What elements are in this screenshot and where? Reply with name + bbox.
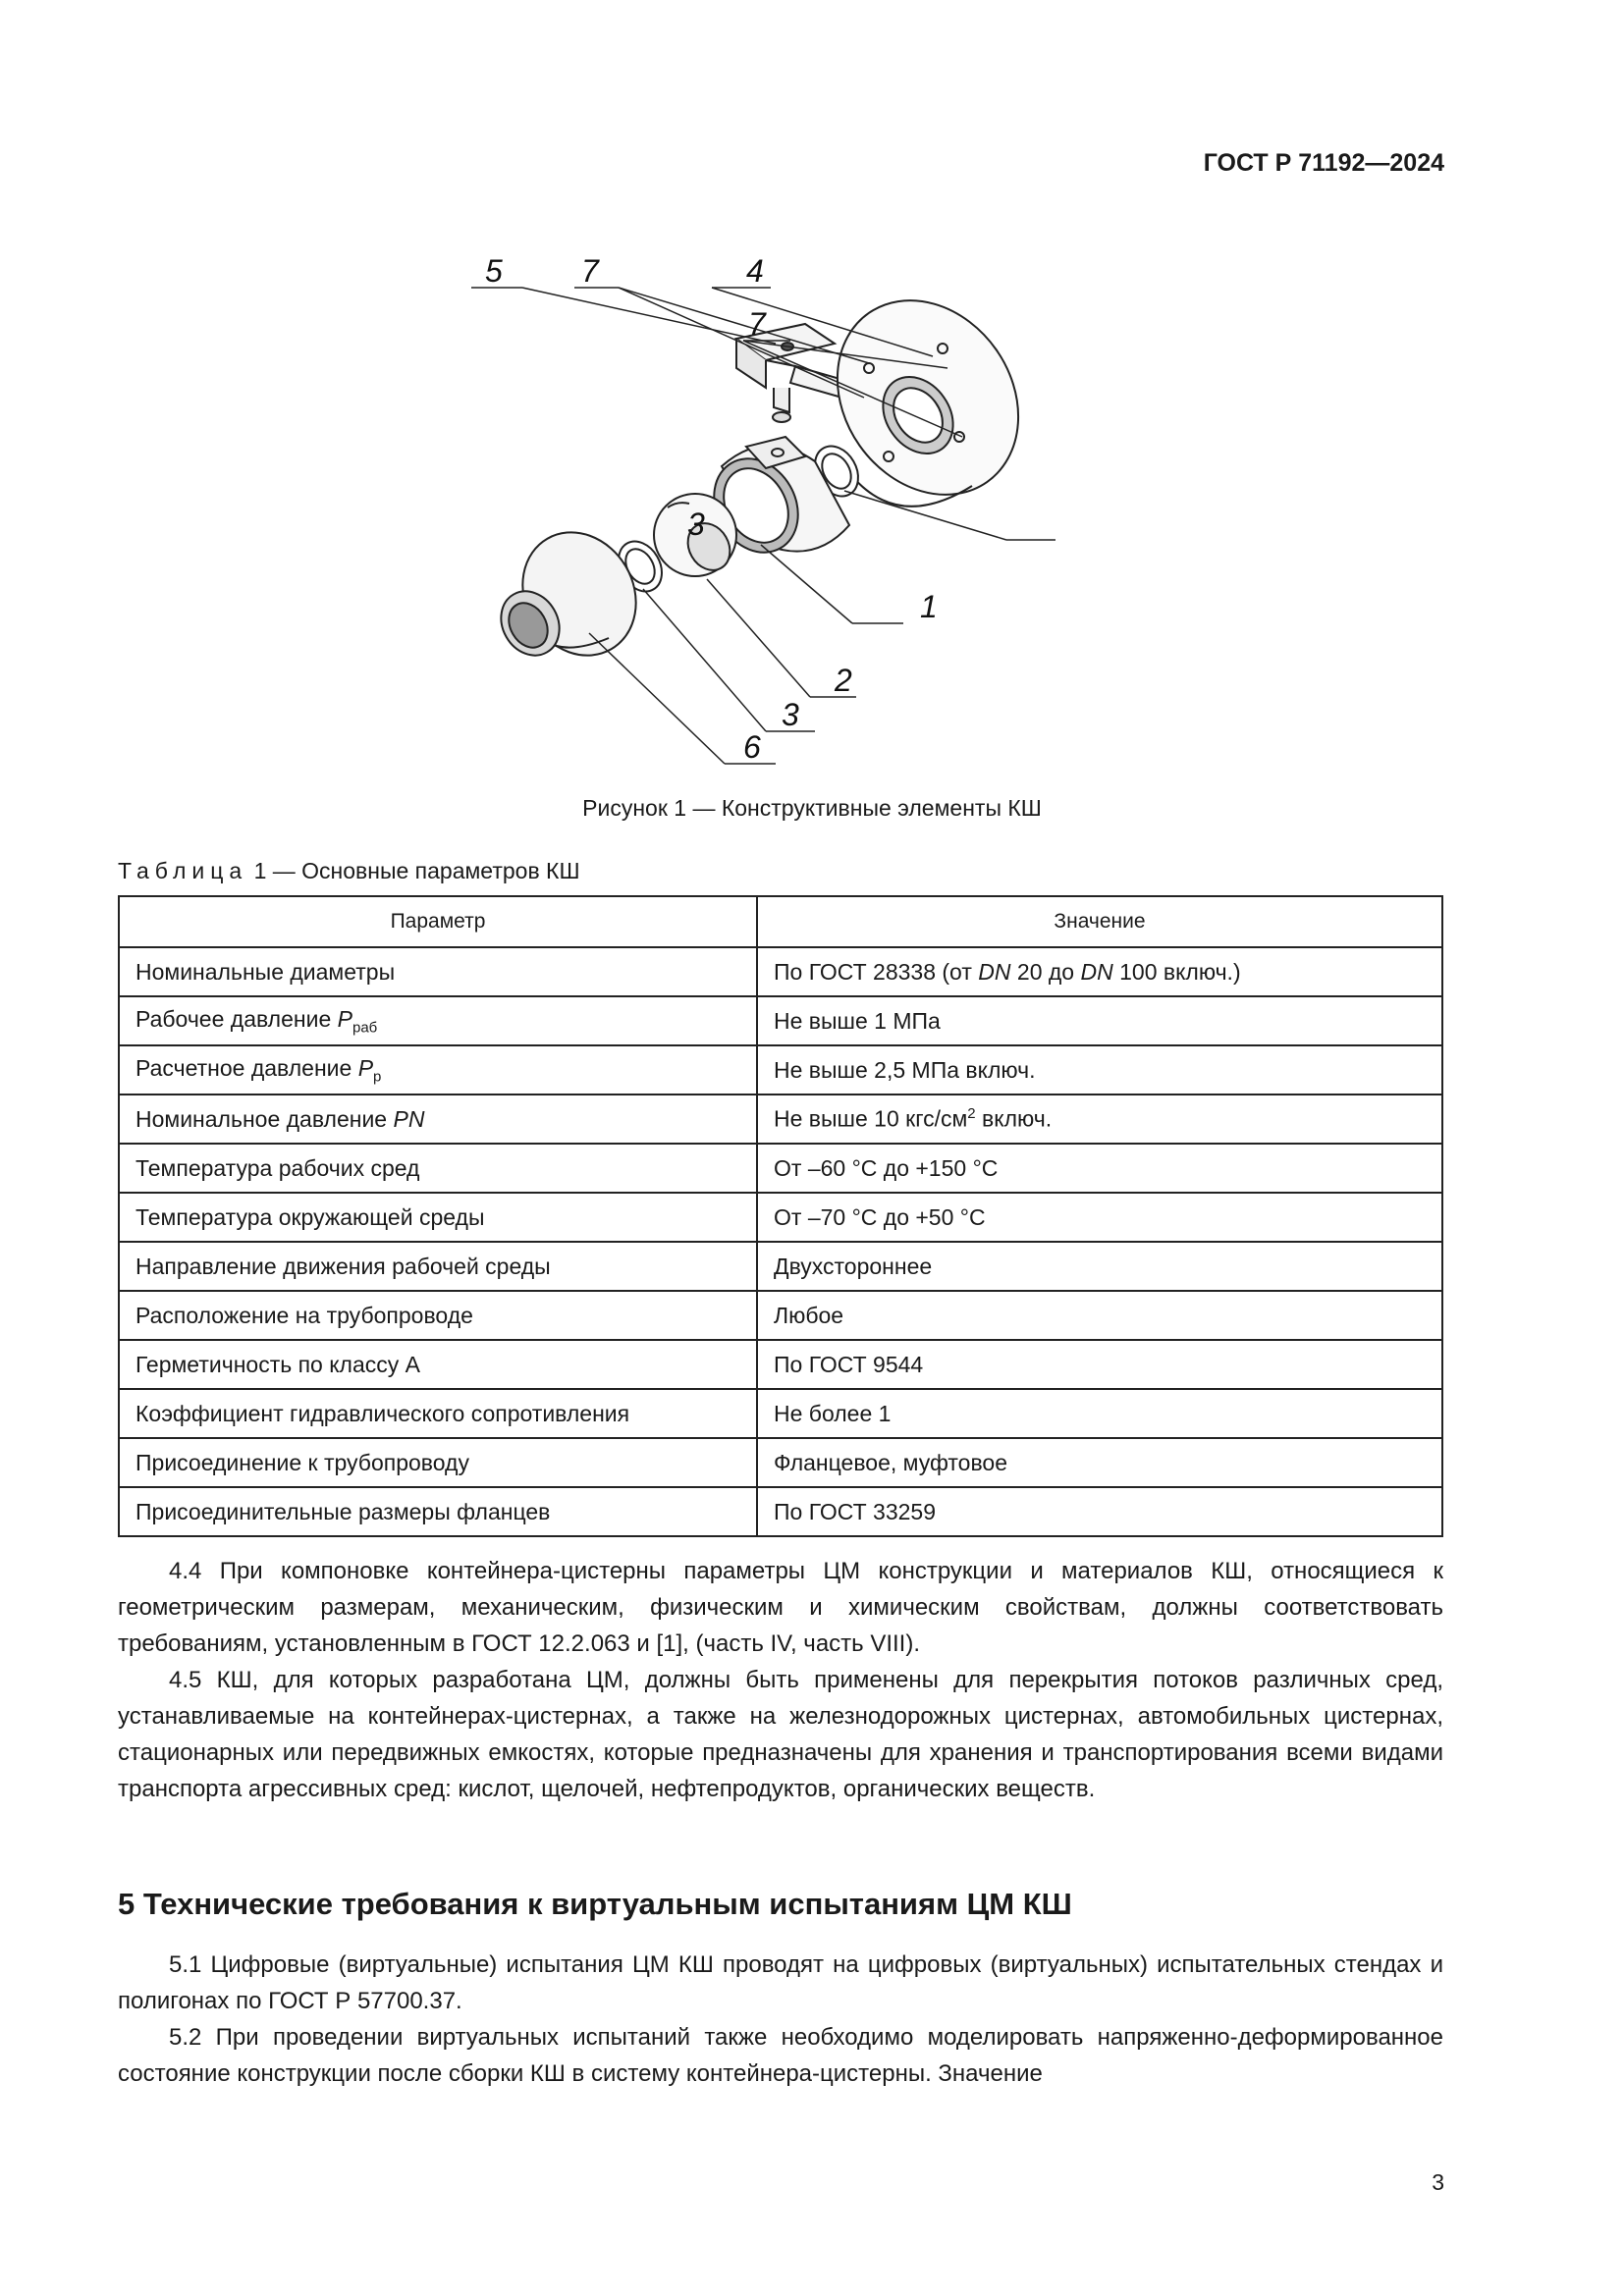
label-4: 4 — [746, 253, 764, 289]
label-5: 5 — [485, 253, 503, 289]
section-4-text — [118, 1553, 1443, 1807]
value-cell: Не более 1 — [757, 1389, 1442, 1438]
parameter-cell: Расположение на трубопроводе — [119, 1291, 757, 1340]
parameter-cell: Температура рабочих сред — [119, 1144, 757, 1193]
table-header-row — [119, 896, 1442, 947]
value-cell: По ГОСТ 33259 — [757, 1487, 1442, 1536]
table-row — [119, 1193, 1442, 1242]
table-row — [119, 1438, 1442, 1487]
label-2: 2 — [835, 663, 852, 698]
table-row — [119, 1095, 1442, 1144]
label-7a: 7 — [581, 253, 599, 289]
table-caption-title: 1 — Основные параметров КШ — [253, 858, 580, 883]
parameter-cell: Направление движения рабочей среды — [119, 1242, 757, 1291]
parameter-cell: Расчетное давление $P_р$ — [119, 1045, 757, 1095]
paragraph-4-5: 4.5 КШ, для которых разработана ЦМ, должны быть применены для перекрытия потоков различных сред, устанавливаемые на контейнерах-цистернах, а также на железнодорожных цистернах, автомобильных цистернах, стационарных или передвижных емкостях, которые предназначены для хранения и транспортирования всеми видами транспорта агрессивных сред: кислот, щелочей, нефтепродуктов, органических веществ. — [118, 1667, 1443, 1802]
parameters-table — [118, 895, 1443, 1537]
figure-caption: Рисунок 1 — Конструктивные элементы КШ — [582, 795, 1042, 821]
paragraph-5-2: 5.2 При проведении виртуальных испытаний также необходимо моделировать напряженно-деформированное состояние конструкции после сборки КШ в систему контейнера-цистерны. Значение — [118, 2024, 1443, 2087]
value-cell: Не выше 10 кгс/$см^2$ включ. — [757, 1095, 1442, 1144]
value-cell: Не выше 1 МПа — [757, 996, 1442, 1045]
parameter-cell: Герметичность по классу А — [119, 1340, 757, 1389]
column-header-value: Значение — [757, 896, 1442, 947]
section-5-heading: 5 Технические требования к виртуальным испытаниям ЦМ КШ — [118, 1887, 1072, 1921]
label-7b: 7 — [748, 306, 766, 342]
paragraph-4-4: 4.4 При компоновке контейнера-цистерны параметры ЦМ конструкции и материалов КШ, относящиеся к геометрическим размерам, механическим, физическим и химическим свойствам, должны соответствовать требованиям, установленным в ГОСТ 12.2.063 и [1], (часть IV, часть VIII). — [118, 1558, 1443, 1657]
value-cell: Не выше 2,5 МПа включ. — [757, 1045, 1442, 1095]
column-header-parameter: Параметр — [119, 896, 757, 947]
paragraph-5-1: 5.1 Цифровые (виртуальные) испытания ЦМ КШ проводят на цифровых (виртуальных) испытательных стендах и полигонах по ГОСТ Р 57700.37. — [118, 1951, 1443, 2014]
table-row — [119, 1242, 1442, 1291]
value-cell: По ГОСТ 9544 — [757, 1340, 1442, 1389]
value-cell: От –60 °С до +150 °С — [757, 1144, 1442, 1193]
table-row — [119, 1144, 1442, 1193]
table-row — [119, 1389, 1442, 1438]
table-row — [119, 1487, 1442, 1536]
drawing-svg — [471, 250, 1159, 780]
table-row — [119, 996, 1442, 1045]
label-3b: 3 — [782, 697, 799, 732]
parameter-cell: Присоединение к трубопроводу — [119, 1438, 757, 1487]
value-cell: Двухстороннее — [757, 1242, 1442, 1291]
document-code: ГОСТ Р 71192—2024 — [1203, 149, 1444, 177]
value-cell: По ГОСТ 28338 (от DN 20 до DN 100 включ.) — [757, 947, 1442, 996]
threaded-end-part — [490, 511, 658, 676]
table-row — [119, 1291, 1442, 1340]
parameter-cell: Рабочее давление $P_{раб}$ — [119, 996, 757, 1045]
ball-valve-exploded-drawing — [471, 250, 1159, 780]
parameter-cell: Температура окружающей среды — [119, 1193, 757, 1242]
table-caption-word: Таблица — [118, 858, 248, 883]
parameter-cell: Коэффициент гидравлического сопротивления — [119, 1389, 757, 1438]
parameter-cell: Номинальное давление PN — [119, 1095, 757, 1144]
label-3a: 3 — [687, 507, 705, 542]
value-cell: Фланцевое, муфтовое — [757, 1438, 1442, 1487]
parameter-cell: Присоединительные размеры фланцев — [119, 1487, 757, 1536]
table-row — [119, 947, 1442, 996]
page-number: 3 — [1432, 2169, 1444, 2195]
table-caption — [118, 858, 580, 884]
value-cell: От –70 °С до +50 °С — [757, 1193, 1442, 1242]
section-5-text — [118, 1947, 1443, 2092]
label-1: 1 — [920, 589, 938, 624]
table-row — [119, 1045, 1442, 1095]
label-6: 6 — [743, 729, 761, 765]
value-cell: Любое — [757, 1291, 1442, 1340]
parameter-cell: Номинальные диаметры — [119, 947, 757, 996]
table-row — [119, 1340, 1442, 1389]
